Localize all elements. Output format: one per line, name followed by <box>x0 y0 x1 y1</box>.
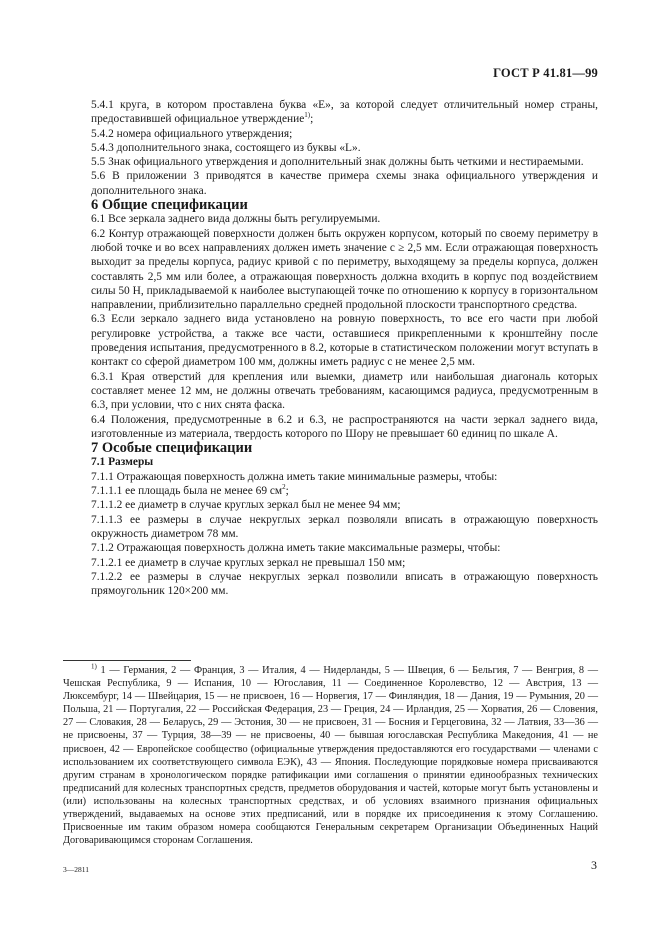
paragraph-6-2: 6.2 Контур отражающей поверхности должен быть окружен корпусом, который по своему периметру в любой точке и во всех направлениях должен иметь значение c ≥ 2,5 мм. Если отражающая поверхность выходит за пределы корпуса, радиус кривой c по периметру, выходящему за пределы корпуса, должен составлять 2,5 мм или более, а отражающая поверхность должна входить в корпус под воздействием силы 50 Н, прикладываемой к наиболее выступающей точке по отношению к корпусу в горизонтальном направлении, приблизительно параллельно средней продольной плоскости транспортного средства. <box>91 227 598 312</box>
paragraph-7-1-1-1-text: 7.1.1.1 ее площадь была не менее 69 см <box>91 485 283 498</box>
subsection-7-1-heading: 7.1 Размеры <box>91 456 154 469</box>
paragraph-5-5: 5.5 Знак официального утверждения и дополнительный знак должны быть четкими и нестираемыми. <box>91 156 584 169</box>
paragraph-7-1-1-1 <box>91 484 598 498</box>
section-7-heading: 7 Особые спецификации <box>91 440 253 457</box>
superscript-2: 2 <box>282 483 286 492</box>
paragraph-7-1-2: 7.1.2 Отражающая поверхность должна иметь такие максимальные размеры, чтобы: <box>91 542 501 555</box>
paragraph-6-4: 6.4 Положения, предусмотренные в 6.2 и 6.3, не распространяются на части зеркал заднего вида, изготовленные из материала, твердость которого по Шору не превышает 60 единиц по шкале А. <box>91 413 598 440</box>
paragraph-6-3-1: 6.3.1 Края отверстий для крепления или выемки, диаметр или наибольшая диагональ которых составляет менее 12 мм, не должны отвечать требованиям, касающимся радиуса, предусмотренным в 6.3, при условии, что с них снята фаска. <box>91 370 598 412</box>
document-id: ГОСТ Р 41.81—99 <box>493 66 598 80</box>
paragraph-6-1: 6.1 Все зеркала заднего вида должны быть регулируемыми. <box>91 213 381 226</box>
footnote-text <box>63 664 598 847</box>
footnote-divider <box>63 660 191 661</box>
print-code: 3—2811 <box>63 865 89 874</box>
paragraph-6-3: 6.3 Если зеркало заднего вида установлено на ровную поверхность, то все его части при любой регулировке устройства, а также все части, оставшиеся прикрепленными к кронштейну после проведения испытания, предусмотренного в 8.2, которые в статистическом положении могут вступать в контакт со сферой диаметром 100 мм, должны иметь радиус c не менее 2,5 мм. <box>91 313 598 369</box>
paragraph-7-1-1-3: 7.1.1.3 ее размеры в случае некруглых зеркал позволяли вписать в отражающую поверхность окружность диаметром 78 мм. <box>91 513 598 540</box>
paragraph-7-1-1-2: 7.1.1.2 ее диаметр в случае круглых зеркал был не менее 94 мм; <box>91 499 401 512</box>
paragraph-5-4-1-text: 5.4.1 круга, в котором проставлена буква «Е», за которой следует отличительный номер страны, предоставившей официальное утверждение <box>91 99 598 126</box>
paragraph-5-4-2: 5.4.2 номера официального утверждения; <box>91 127 293 140</box>
paragraph-5-4-1 <box>91 98 598 127</box>
footnote-reference: 1) <box>304 111 311 120</box>
paragraph-7-1-1-1-tail: ; <box>285 485 289 498</box>
section-6-heading: 6 Общие спецификации <box>91 197 248 214</box>
paragraph-5-4-3: 5.4.3 дополнительного знака, состоящего из буквы «L». <box>91 141 361 154</box>
footnote-mark: 1) <box>91 662 97 671</box>
main-content <box>91 98 598 598</box>
paragraph-7-1-2-1: 7.1.2.1 ее диаметр в случае круглых зеркал не превышал 150 мм; <box>91 556 406 569</box>
page-number: 3 <box>591 858 597 872</box>
footnote <box>63 664 598 847</box>
paragraph-5-6: 5.6 В приложении 3 приводятся в качестве примера схемы знака официального утверждения и дополнительного знака. <box>91 170 598 197</box>
paragraph-5-4-1-tail: ; <box>310 113 314 126</box>
paragraph-7-1-2-2: 7.1.2.2 ее размеры в случае некруглых зеркал позволили вписать в отражающую поверхность прямоугольник 120×200 мм. <box>91 570 598 598</box>
paragraph-7-1-1: 7.1.1 Отражающая поверхность должна иметь такие минимальные размеры, чтобы: <box>91 470 498 483</box>
footnote-body: 1 — Германия, 2 — Франция, 3 — Италия, 4 — Нидерланды, 5 — Швеция, 6 — Бельгия, 7 — Венгрия, 8 — Чешская Республика, 9 — Испания, 10 — Югославия, 11 — Соединенное Королевство, 12 — Австрия, 13 — Люксембург, 14 — Швейцария, 15 — не присвоен, 16 — Норвегия, 17 — Финляндия, 18 — Дания, 19 — Румыния, 20 — Польша, 21 — Португалия, 22 — Российская Федерация, 23 — Греция, 24 — Ирландия, 25 — Хорватия, 26 — Словения, 27 — Словакия, 28 — Беларусь, 29 — Эстония, 30 — не присвоен, 31 — Босния и Герцеговина, 32 — Латвия, 33—36 — не присвоены, 37 — Турция, 38—39 — не присвоены, 40 — бывшая югославская Республика Македония, 41 — не присвоен, 42 — Европейское сообщество (официальные утверждения предоставляются его государствами — членами с использованием их соответствующего символа ЕЭК), 43 — Япония. Последующие порядковые номера присваиваются другим странам в хронологическом порядке ратификации ими соглашения о принятии единообразных технических предписаний для колесных транспортных средств, предметов оборудования и частей, которые могут быть установлены и (или) использованы на колесных транспортных средствах, и об условиях взаимного признания официальных утверждений, выдаваемых на основе этих предписаний, или в порядке их присоединения к этому Соглашению. Присвоенные им таким образом номера сообщаются Генеральным секретарем Организации Объединенных Наций Договаривающимся сторонам Соглашения. <box>63 665 599 847</box>
